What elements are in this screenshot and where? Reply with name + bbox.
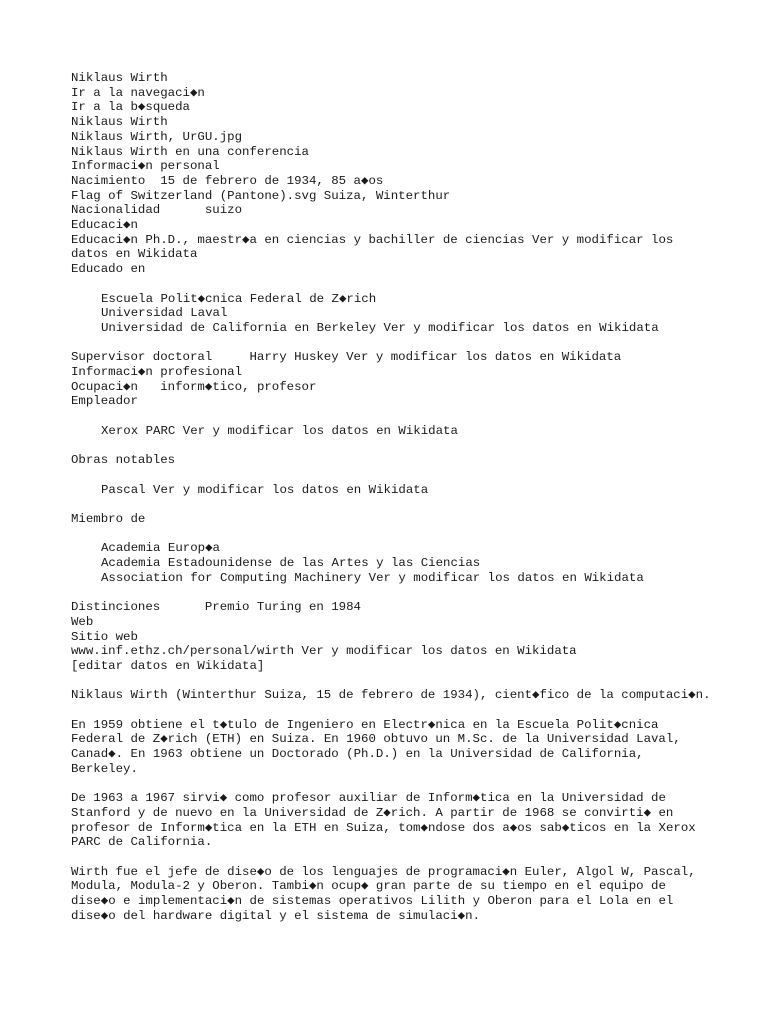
membership-item[interactable]: Academia Estadounidense de las Artes y las Ciencias — [101, 556, 481, 571]
school-item[interactable]: Escuela Polit◆cnica Federal de Z◆rich — [101, 291, 377, 306]
spacer — [71, 277, 711, 292]
section-education: Educaci◆n — [71, 218, 138, 233]
article-paragraph: Wirth fue el jefe de dise◆o de los lenguajes de programaci◆n Euler, Algol W, Pascal, Modula, Modula-2 y Oberon. Tambi◆n ocup◆ gran parte de su tiempo en el equipo de dise◆o e implementaci◆n de sistemas operativos Lilith y Oberon para el Lola en el dise◆o del hardware digital y el sistema de simulaci◆n. — [71, 864, 696, 923]
school-item[interactable]: Universidad de California en Berkeley Ver y modificar los datos en Wikidata — [101, 320, 659, 335]
skip-to-search-link[interactable]: Ir a la b◆squeda — [71, 100, 190, 115]
employer-label: Empleador — [71, 394, 138, 409]
spacer — [71, 674, 711, 689]
spacer — [71, 777, 711, 792]
article-paragraph: En 1959 obtiene el t◆tulo de Ingeniero en Electr◆nica en la Escuela Polit◆cnica Federal de Z◆rich (ETH) en Suiza. En 1960 obtuvo un M.Sc. de la Universidad Laval, Canad◆. En 1963 obtiene un Doctorado (Ph.D.) en la Universidad de California, Berkeley. — [71, 717, 681, 776]
supervisor-line: Supervisor doctoral Harry Huskey Ver y modificar los datos en Wikidata — [71, 350, 622, 365]
member-label: Miembro de — [71, 512, 146, 526]
section-personal-info: Informaci◆n personal — [71, 159, 220, 174]
educated-in-label: Educado en — [71, 262, 146, 277]
works-label: Obras notables — [71, 453, 176, 468]
section-professional-info: Informaci◆n profesional — [71, 365, 243, 380]
school-item[interactable]: Universidad Laval — [101, 306, 228, 321]
spacer — [71, 336, 711, 351]
page-title: Niklaus Wirth — [71, 71, 168, 85]
nationality-line: Nacionalidad suizo — [71, 203, 243, 218]
occupation-line: Ocupaci◆n inform◆tico, profesor — [71, 379, 317, 394]
membership-item[interactable]: Association for Computing Machinery Ver y modificar los datos en Wikidata — [101, 570, 644, 585]
employer-item[interactable]: Xerox PARC Ver y modificar los datos en Wikidata — [101, 423, 458, 438]
spacer — [71, 586, 711, 601]
education-line: Educaci◆n Ph.D., maestr◆a en ciencias y bachiller de ciencias Ver y modificar los datos en Wikidata — [71, 232, 674, 262]
article-paragraph: Niklaus Wirth (Winterthur Suiza, 15 de febrero de 1934), cient◆fico de la computaci◆n. — [71, 688, 711, 703]
flag-line: Flag of Switzerland (Pantone).svg Suiza, Winterthur — [71, 188, 451, 203]
membership-item[interactable]: Academia Europ◆a — [101, 541, 220, 556]
skip-to-navigation-link[interactable]: Ir a la navegaci◆n — [71, 85, 205, 100]
spacer — [71, 850, 711, 865]
awards-line: Distinciones Premio Turing en 1984 — [71, 600, 361, 615]
spacer — [71, 439, 711, 454]
spacer — [71, 703, 711, 718]
article-paragraph: De 1963 a 1967 sirvi◆ como profesor auxiliar de Inform◆tica en la Universidad de Stanford y de nuevo en la Universidad de Z◆rich. A partir de 1968 se convirti◆ en profesor de Inform◆tica en la ETH en Suiza, tom◆ndose dos a◆os sab◆ticos en la Xerox PARC de California. — [71, 791, 696, 850]
work-item[interactable]: Pascal Ver y modificar los datos en Wikidata — [101, 482, 429, 497]
spacer — [71, 527, 711, 542]
infobox-image-file[interactable]: Niklaus Wirth, UrGU.jpg — [71, 129, 243, 144]
birth-line: Nacimiento 15 de febrero de 1934, 85 a◆os — [71, 173, 384, 188]
edit-wikidata-link[interactable]: [editar datos en Wikidata] — [71, 659, 265, 673]
website-link[interactable]: www.inf.ethz.ch/personal/wirth Ver y modificar los datos en Wikidata — [71, 644, 577, 659]
spacer — [71, 497, 711, 512]
document-body — [71, 71, 711, 924]
spacer — [71, 409, 711, 424]
web-label: Web — [71, 614, 94, 629]
website-label: Sitio web — [71, 629, 138, 644]
spacer — [71, 468, 711, 483]
infobox-image-caption: Niklaus Wirth en una conferencia — [71, 144, 309, 159]
infobox-name: Niklaus Wirth — [71, 115, 168, 130]
